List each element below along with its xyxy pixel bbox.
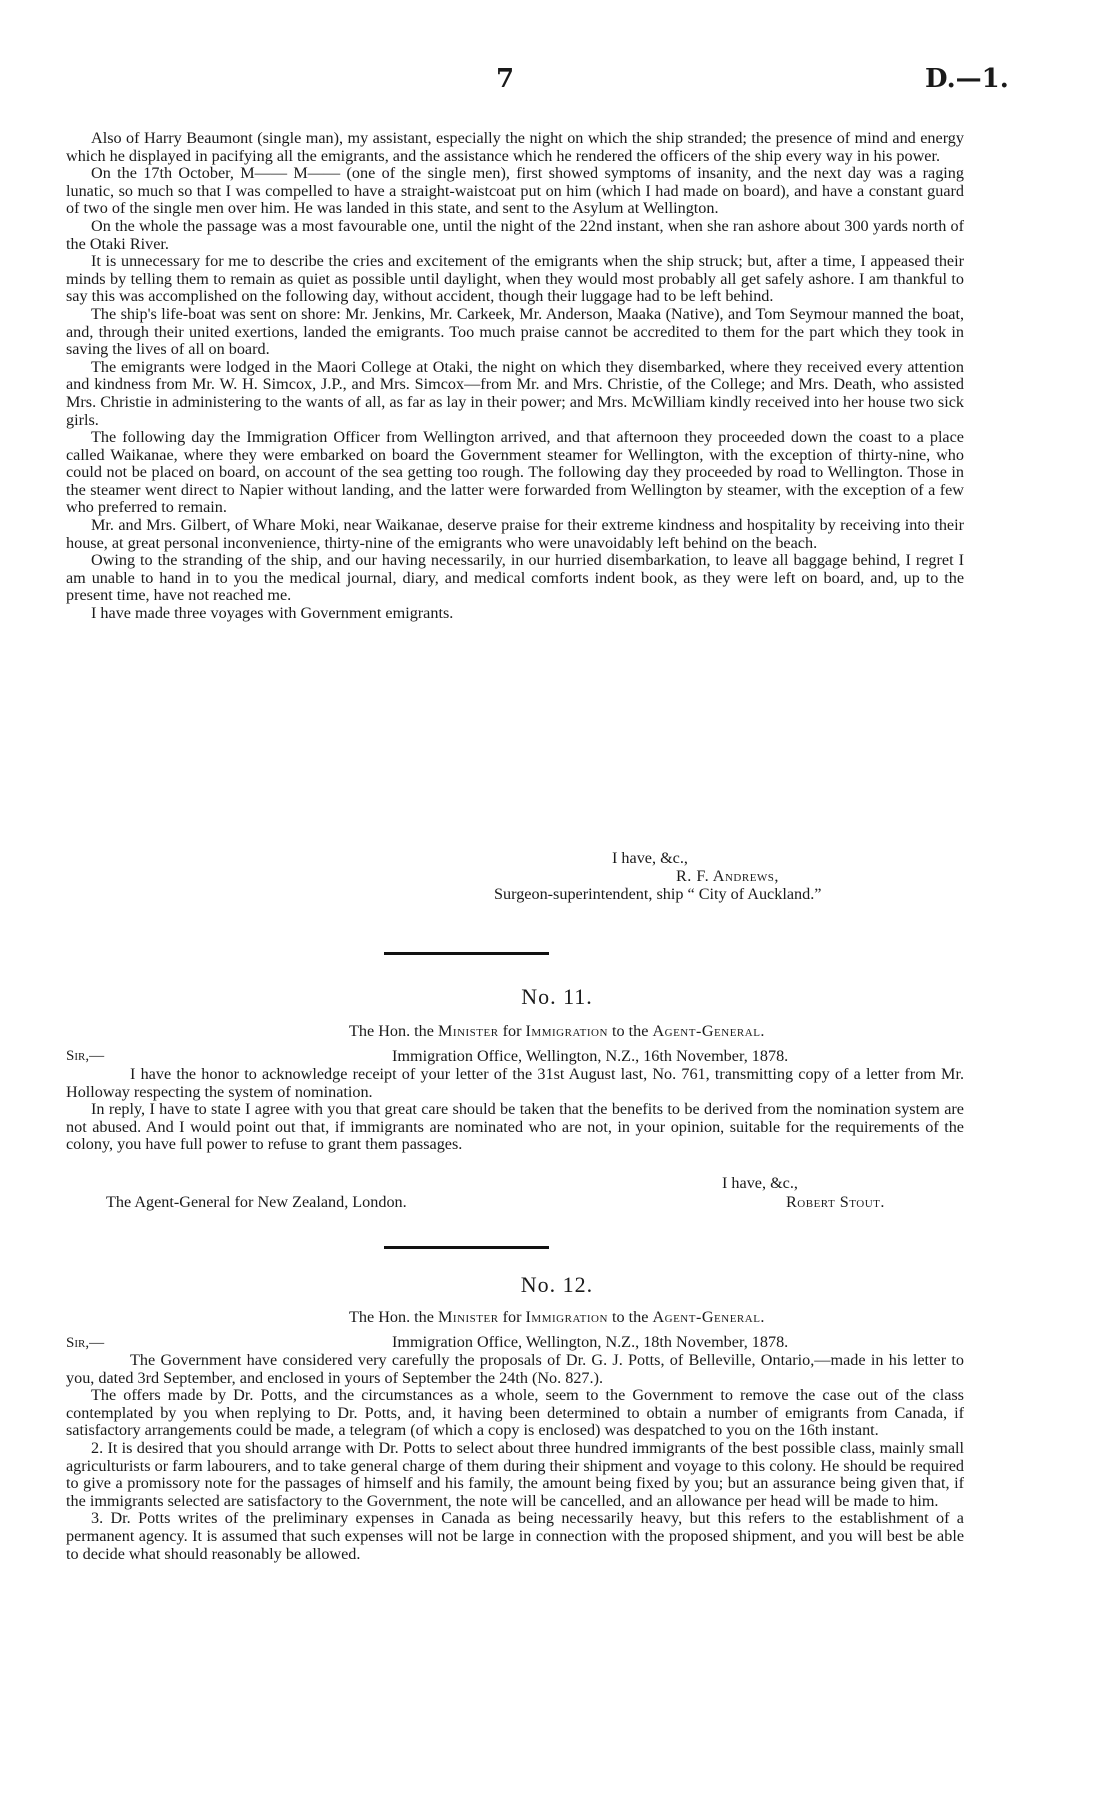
letter-route: The Hon. the Minister for Immigration to the Agent-General.: [349, 1308, 765, 1326]
salutation: Sir,—: [66, 1048, 105, 1064]
dateline: Immigration Office, Wellington, N.Z., 18th November, 1878.: [392, 1333, 789, 1351]
paragraph: 3. Dr. Potts writes of the preliminary expenses in Canada as being necessarily heavy, but this refers to the establishment of a permanent agency. It is assumed that such expenses will not be large in connection with the proposed shipment, and you will best be able to decide what should reasonably be allowed.: [66, 1509, 964, 1563]
paragraph: The offers made by Dr. Potts, and the circumstances as a whole, seem to the Government to remove the case out of the class contemplated by you when replying to Dr. Potts, and, it having been determined to obtain a number of emigrants from Canada, if satisfactory arrangements could be made, a telegram (of which a copy is enclosed) was despatched to you on the 16th instant.: [66, 1386, 964, 1440]
document-reference: D.—1.: [925, 64, 1009, 94]
letter-number: No. 11.: [521, 984, 593, 1009]
report-continuation: [66, 130, 964, 623]
signatory-title: Surgeon-superintendent, ship “ City of Auckland.”: [494, 885, 822, 903]
paragraph: I have the honor to acknowledge receipt of your letter of the 31st August last, No. 761, transmitting copy of a letter from Mr. Holloway respecting the system of nomination.: [66, 1065, 964, 1101]
paragraph: Mr. and Mrs. Gilbert, of Whare Moki, near Waikanae, deserve praise for their extreme kindness and hospitality by receiving into their house, at great personal inconvenience, thirty-nine of the emigrants who were unavoidably left behind on the beach.: [66, 516, 964, 552]
paragraph: On the 17th October, M—— M—— (one of the single men), first showed symptoms of insanity, and the next day was a raging lunatic, so much so that I was compelled to have a straight-waistcoat put on him (which I had made on board), and have a constant guard of two of the single men over him. He was landed in this state, and sent to the Asylum at Wellington.: [66, 164, 964, 218]
paragraph: The following day the Immigration Officer from Wellington arrived, and that afternoon they proceeded down the coast to a place called Waikanae, where they were embarked on board the Government steamer for Wellington, with the exception of thirty-nine, who could not be placed on board, on account of the sea getting too rough. The following day they proceeded by road to Wellington. Those in the steamer went direct to Napier without landing, and the latter were forwarded from Wellington by steamer, with the exception of a few who preferred to remain.: [66, 428, 964, 517]
paragraph: It is unnecessary for me to describe the cries and excitement of the emigrants when the ship struck; but, after a time, I appeased their minds by telling them to remain as quiet as possible until daylight, when they would most probably all get safely ashore. I am thankful to say this was accomplished on the following day, without accident, though their luggage had to be left behind.: [66, 252, 964, 306]
paragraph: The Government have considered very carefully the proposals of Dr. G. J. Potts, of Belleville, Ontario,—made in his letter to you, dated 3rd September, and enclosed in yours of September the 24th (No. 827.).: [66, 1351, 964, 1387]
paragraph: 2. It is desired that you should arrange with Dr. Potts to select about three hundred immigrants of the best possible class, mainly small agriculturists or farm labourers, and to take general charge of them during their shipment and voyage to this colony. He should be required to give a promissory note for the passages of himself and his family, the amount being fixed by you; but an assurance being given that, if the immigrants selected are satisfactory to the Government, the note will be cancelled, and an allowance per head will be made to him.: [66, 1438, 964, 1510]
signatory: Robert Stout.: [786, 1193, 885, 1211]
dateline: Immigration Office, Wellington, N.Z., 16th November, 1878.: [392, 1047, 789, 1065]
section-divider: [384, 1246, 549, 1249]
letter-body: [66, 1352, 964, 1563]
closing: I have, &c.,: [722, 1174, 798, 1192]
addressee: The Agent-General for New Zealand, London.: [106, 1193, 407, 1211]
page-header: [0, 64, 1114, 96]
paragraph: I have made three voyages with Government emigrants.: [91, 604, 454, 623]
salutation: Sir,—: [66, 1335, 105, 1351]
page-number: 7: [496, 64, 515, 94]
letter-number: No. 12.: [520, 1272, 594, 1297]
paragraph: Owing to the stranding of the ship, and our having necessarily, in our hurried disembarkation, to leave all baggage behind, I regret I am unable to hand in to you the medical journal, diary, and medical comforts indent book, as they were left on board, and, up to the present time, have not reached me.: [66, 551, 964, 605]
letter-route: The Hon. the Minister for Immigration to the Agent-General.: [349, 1022, 765, 1040]
paragraph: The ship's life-boat was sent on shore: Mr. Jenkins, Mr. Carkeek, Mr. Anderson, Maaka (Native), and Tom Seymour manned the boat, and, through their united exertions, landed the emigrants. Too much praise cannot be accredited to them for the part which they took in saving the lives of all on board.: [66, 304, 964, 359]
paragraph: In reply, I have to state I agree with you that great care should be taken that the benefits to be derived from the nomination system are not abused. And I would point out that, if immigrants are nominated who are not, in your opinion, suitable for the requirements of the colony, you have full power to refuse to grant them passages.: [66, 1100, 964, 1154]
section-divider: [384, 952, 549, 955]
paragraph: On the whole the passage was a most favourable one, until the night of the 22nd instant, when she ran ashore about 300 yards north of the Otaki River.: [66, 216, 964, 253]
signatory: R. F. Andrews,: [676, 867, 779, 885]
letter-body: [66, 1066, 964, 1154]
paragraph: The emigrants were lodged in the Maori College at Otaki, the night on which they disembarked, where they received every attention and kindness from Mr. W. H. Simcox, J.P., and Mrs. Simcox—from Mr. and Mrs. Christie, of the College; and Mrs. Death, who assisted Mrs. Christie in administering to the wants of all, as far as lay in their power; and Mrs. McWilliam kindly received into her house two sick girls.: [66, 357, 964, 429]
paragraph: Also of Harry Beaumont (single man), my assistant, especially the night on which the ship stranded; the presence of mind and energy which he displayed in pacifying all the emigrants, and the assistance which he rendered the officers of the ship every way in his power.: [66, 129, 964, 165]
closing: I have, &c.,: [612, 849, 688, 867]
